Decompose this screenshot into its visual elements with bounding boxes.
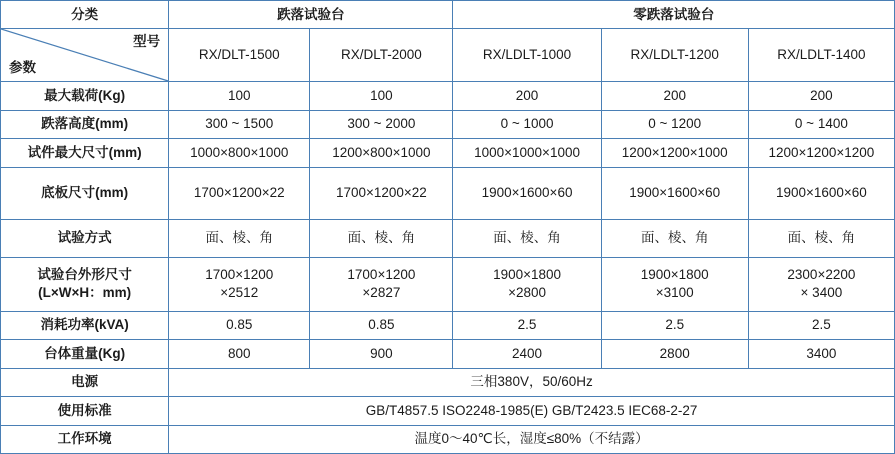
row-label-overall-dimensions <box>1 257 169 311</box>
cell-overall-dimensions-4 <box>601 257 748 311</box>
cell-power-consumption-2: 0.85 <box>310 311 453 339</box>
table-row-standards <box>1 397 895 425</box>
table-row-category <box>1 1 895 29</box>
cell-overall-dimensions-4-line2: ×3100 <box>655 285 694 301</box>
row-label-standards: 使用标准 <box>1 397 169 425</box>
cell-overall-dimensions-2-line2: ×2827 <box>362 285 401 301</box>
row-label-machine-weight: 台体重量(Kg) <box>1 340 169 368</box>
cell-overall-dimensions-1-line2: ×2512 <box>220 285 259 301</box>
row-label-power-supply: 电源 <box>1 368 169 396</box>
cell-base-plate-size-3: 1900×1600×60 <box>453 167 601 219</box>
table-row-drop-height <box>1 110 895 138</box>
row-label-specimen-size: 试件最大尺寸(mm) <box>1 139 169 167</box>
cell-power-consumption-5: 2.5 <box>748 311 894 339</box>
cell-overall-dimensions-5-line1: 2300×2200 <box>787 267 856 283</box>
cell-test-method-2: 面、棱、角 <box>310 219 453 257</box>
cell-drop-height-4: 0 ~ 1200 <box>601 110 748 138</box>
cell-specimen-size-3: 1000×1000×1000 <box>453 139 601 167</box>
cell-machine-weight-4: 2800 <box>601 340 748 368</box>
cell-overall-dimensions-2-line1: 1700×1200 <box>347 267 416 283</box>
cell-drop-height-2: 300 ~ 2000 <box>310 110 453 138</box>
row-label-overall-dimensions-line1: 试验台外形尺寸 <box>37 267 132 283</box>
cell-specimen-size-1: 1000×800×1000 <box>169 139 310 167</box>
row-label-max-load: 最大载荷(Kg) <box>1 82 169 110</box>
cell-overall-dimensions-5 <box>748 257 894 311</box>
row-label-working-environment: 工作环境 <box>1 425 169 454</box>
cell-working-environment-value: 温度0～40℃长，湿度≤80%（不结露） <box>169 425 895 454</box>
cell-overall-dimensions-1 <box>169 257 310 311</box>
table-row-overall-dimensions <box>1 257 895 311</box>
header-group-drop-tester: 跌落试验台 <box>169 1 453 29</box>
table-row-models <box>1 29 895 82</box>
table-row-power-supply <box>1 368 895 396</box>
cell-overall-dimensions-1-line1: 1700×1200 <box>205 267 274 283</box>
cell-max-load-3: 200 <box>453 82 601 110</box>
table-row-max-load <box>1 82 895 110</box>
cell-test-method-1: 面、棱、角 <box>169 219 310 257</box>
cell-specimen-size-2: 1200×800×1000 <box>310 139 453 167</box>
cell-base-plate-size-2: 1700×1200×22 <box>310 167 453 219</box>
cell-machine-weight-3: 2400 <box>453 340 601 368</box>
cell-specimen-size-4: 1200×1200×1000 <box>601 139 748 167</box>
table-row-working-environment <box>1 425 895 454</box>
row-label-base-plate-size: 底板尺寸(mm) <box>1 167 169 219</box>
cell-power-consumption-1: 0.85 <box>169 311 310 339</box>
cell-base-plate-size-4: 1900×1600×60 <box>601 167 748 219</box>
model-name-3: RX/LDLT-1000 <box>453 29 601 82</box>
cell-overall-dimensions-4-line1: 1900×1800 <box>640 267 709 283</box>
table-row-test-method <box>1 219 895 257</box>
header-category-label: 分类 <box>1 1 169 29</box>
cell-drop-height-1: 300 ~ 1500 <box>169 110 310 138</box>
model-name-4: RX/LDLT-1200 <box>601 29 748 82</box>
row-label-power-consumption: 消耗功率(kVA) <box>1 311 169 339</box>
table-row-power-consumption <box>1 311 895 339</box>
cell-base-plate-size-1: 1700×1200×22 <box>169 167 310 219</box>
cell-specimen-size-5: 1200×1200×1200 <box>748 139 894 167</box>
cell-overall-dimensions-5-line2: × 3400 <box>800 285 843 301</box>
cell-test-method-3: 面、棱、角 <box>453 219 601 257</box>
cell-overall-dimensions-2 <box>310 257 453 311</box>
cell-test-method-4: 面、棱、角 <box>601 219 748 257</box>
model-name-1: RX/DLT-1500 <box>169 29 310 82</box>
cell-max-load-2: 100 <box>310 82 453 110</box>
cell-standards-value: GB/T4857.5 ISO2248-1985(E) GB/T2423.5 IEC68-2-27 <box>169 397 895 425</box>
table-row-machine-weight <box>1 340 895 368</box>
header-parameter-label: 参数 <box>9 60 36 76</box>
cell-max-load-1: 100 <box>169 82 310 110</box>
cell-test-method-5: 面、棱、角 <box>748 219 894 257</box>
table-row-specimen-size <box>1 139 895 167</box>
table-row-base-plate-size <box>1 167 895 219</box>
row-label-drop-height: 跌落高度(mm) <box>1 110 169 138</box>
cell-overall-dimensions-3-line2: ×2800 <box>508 285 546 301</box>
cell-overall-dimensions-3 <box>453 257 601 311</box>
header-group-zero-drop-tester: 零跌落试验台 <box>453 1 895 29</box>
cell-power-consumption-3: 2.5 <box>453 311 601 339</box>
header-model-label: 型号 <box>133 34 161 50</box>
cell-overall-dimensions-3-line1: 1900×1800 <box>493 267 562 283</box>
cell-power-supply-value: 三相380V，50/60Hz <box>169 368 895 396</box>
row-label-test-method: 试验方式 <box>1 219 169 257</box>
header-diagonal-cell <box>1 29 169 82</box>
cell-machine-weight-1: 800 <box>169 340 310 368</box>
cell-machine-weight-2: 900 <box>310 340 453 368</box>
cell-drop-height-3: 0 ~ 1000 <box>453 110 601 138</box>
cell-drop-height-5: 0 ~ 1400 <box>748 110 894 138</box>
cell-max-load-4: 200 <box>601 82 748 110</box>
row-label-overall-dimensions-line2: (L×W×H：mm) <box>38 285 132 301</box>
model-name-5: RX/LDLT-1400 <box>748 29 894 82</box>
cell-max-load-5: 200 <box>748 82 894 110</box>
cell-base-plate-size-5: 1900×1600×60 <box>748 167 894 219</box>
model-name-2: RX/DLT-2000 <box>310 29 453 82</box>
cell-machine-weight-5: 3400 <box>748 340 894 368</box>
cell-power-consumption-4: 2.5 <box>601 311 748 339</box>
